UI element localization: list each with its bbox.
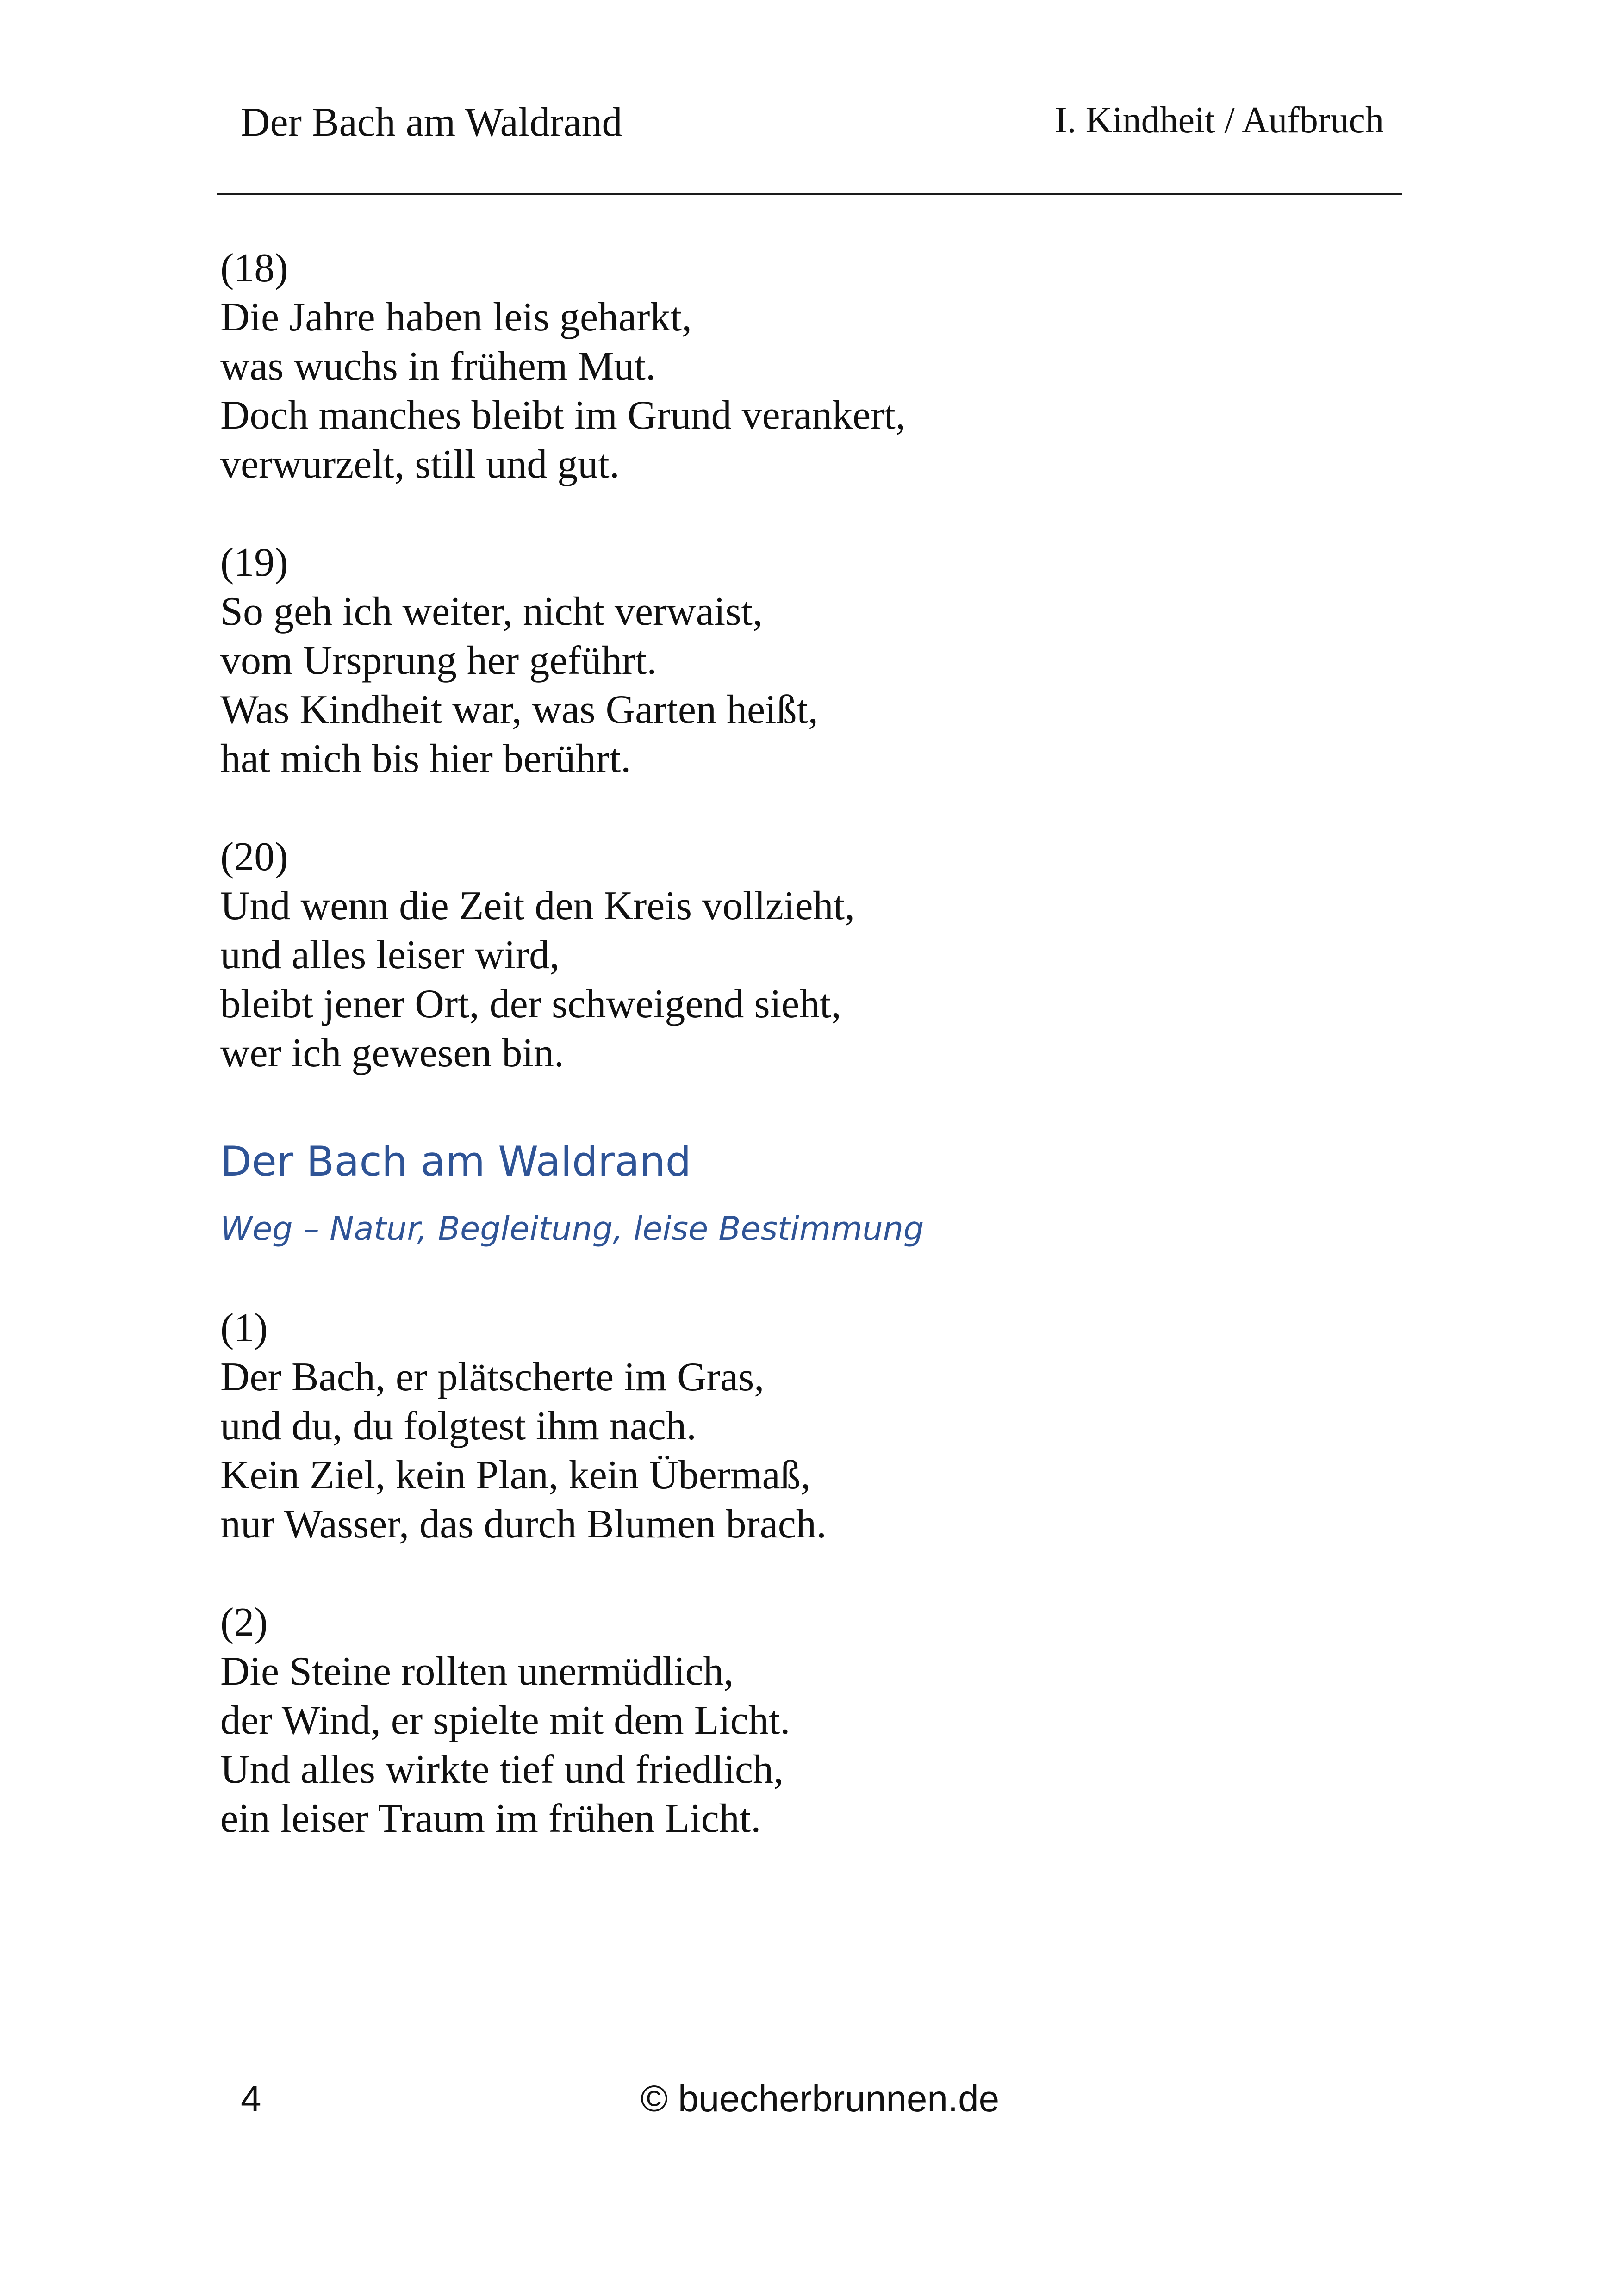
poem-subtitle: Weg – Natur, Begleitung, leise Bestimmung [220,1210,924,1248]
verse-line: Der Bach, er plätscherte im Gras, [220,1355,765,1400]
stanza-1 [220,1304,827,1549]
verse-line: und alles leiser wird, [220,933,560,977]
poem-title: Der Bach am Waldrand [220,1138,691,1185]
stanza-number: (19) [220,540,288,585]
verse-line: hat mich bis hier berührt. [220,736,631,781]
stanza-number: (2) [220,1600,268,1645]
header-divider [217,193,1402,195]
verse-line: Kein Ziel, kein Plan, kein Übermaß, [220,1453,811,1498]
verse-line: bleibt jener Ort, der schweigend sieht, [220,982,841,1027]
verse-line: und du, du folgtest ihm nach. [220,1404,697,1449]
verse-line: nur Wasser, das durch Blumen brach. [220,1502,827,1547]
verse-line: der Wind, er spielte mit dem Licht. [220,1698,790,1743]
verse-line: vom Ursprung her geführt. [220,638,657,683]
verse-line: Die Jahre haben leis geharkt, [220,295,692,340]
stanza-18 [220,244,906,489]
page-number: 4 [241,2078,261,2119]
verse-line: Die Steine rollten unermüdlich, [220,1649,734,1694]
running-header-title: Der Bach am Waldrand [241,100,622,145]
stanza-2 [220,1598,790,1843]
running-header-section: I. Kindheit / Aufbruch [1055,100,1384,141]
verse-line: wer ich gewesen bin. [220,1031,564,1076]
verse-line: Und wenn die Zeit den Kreis vollzieht, [220,884,855,928]
verse-line: verwurzelt, still und gut. [220,442,620,487]
stanza-20 [220,833,855,1078]
stanza-number: (18) [220,246,288,291]
stanza-number: (20) [220,834,288,879]
verse-line: Doch manches bleibt im Grund verankert, [220,393,906,438]
verse-line: So geh ich weiter, nicht verwaist, [220,589,763,634]
stanza-number: (1) [220,1306,268,1350]
verse-line: was wuchs in frühem Mut. [220,344,656,389]
stanza-19 [220,538,818,784]
verse-line: ein leiser Traum im frühen Licht. [220,1796,761,1841]
verse-line: Und alles wirkte tief und friedlich, [220,1747,784,1792]
verse-line: Was Kindheit war, was Garten heißt, [220,687,818,732]
copyright-notice: © buecherbrunnen.de [641,2078,1000,2119]
